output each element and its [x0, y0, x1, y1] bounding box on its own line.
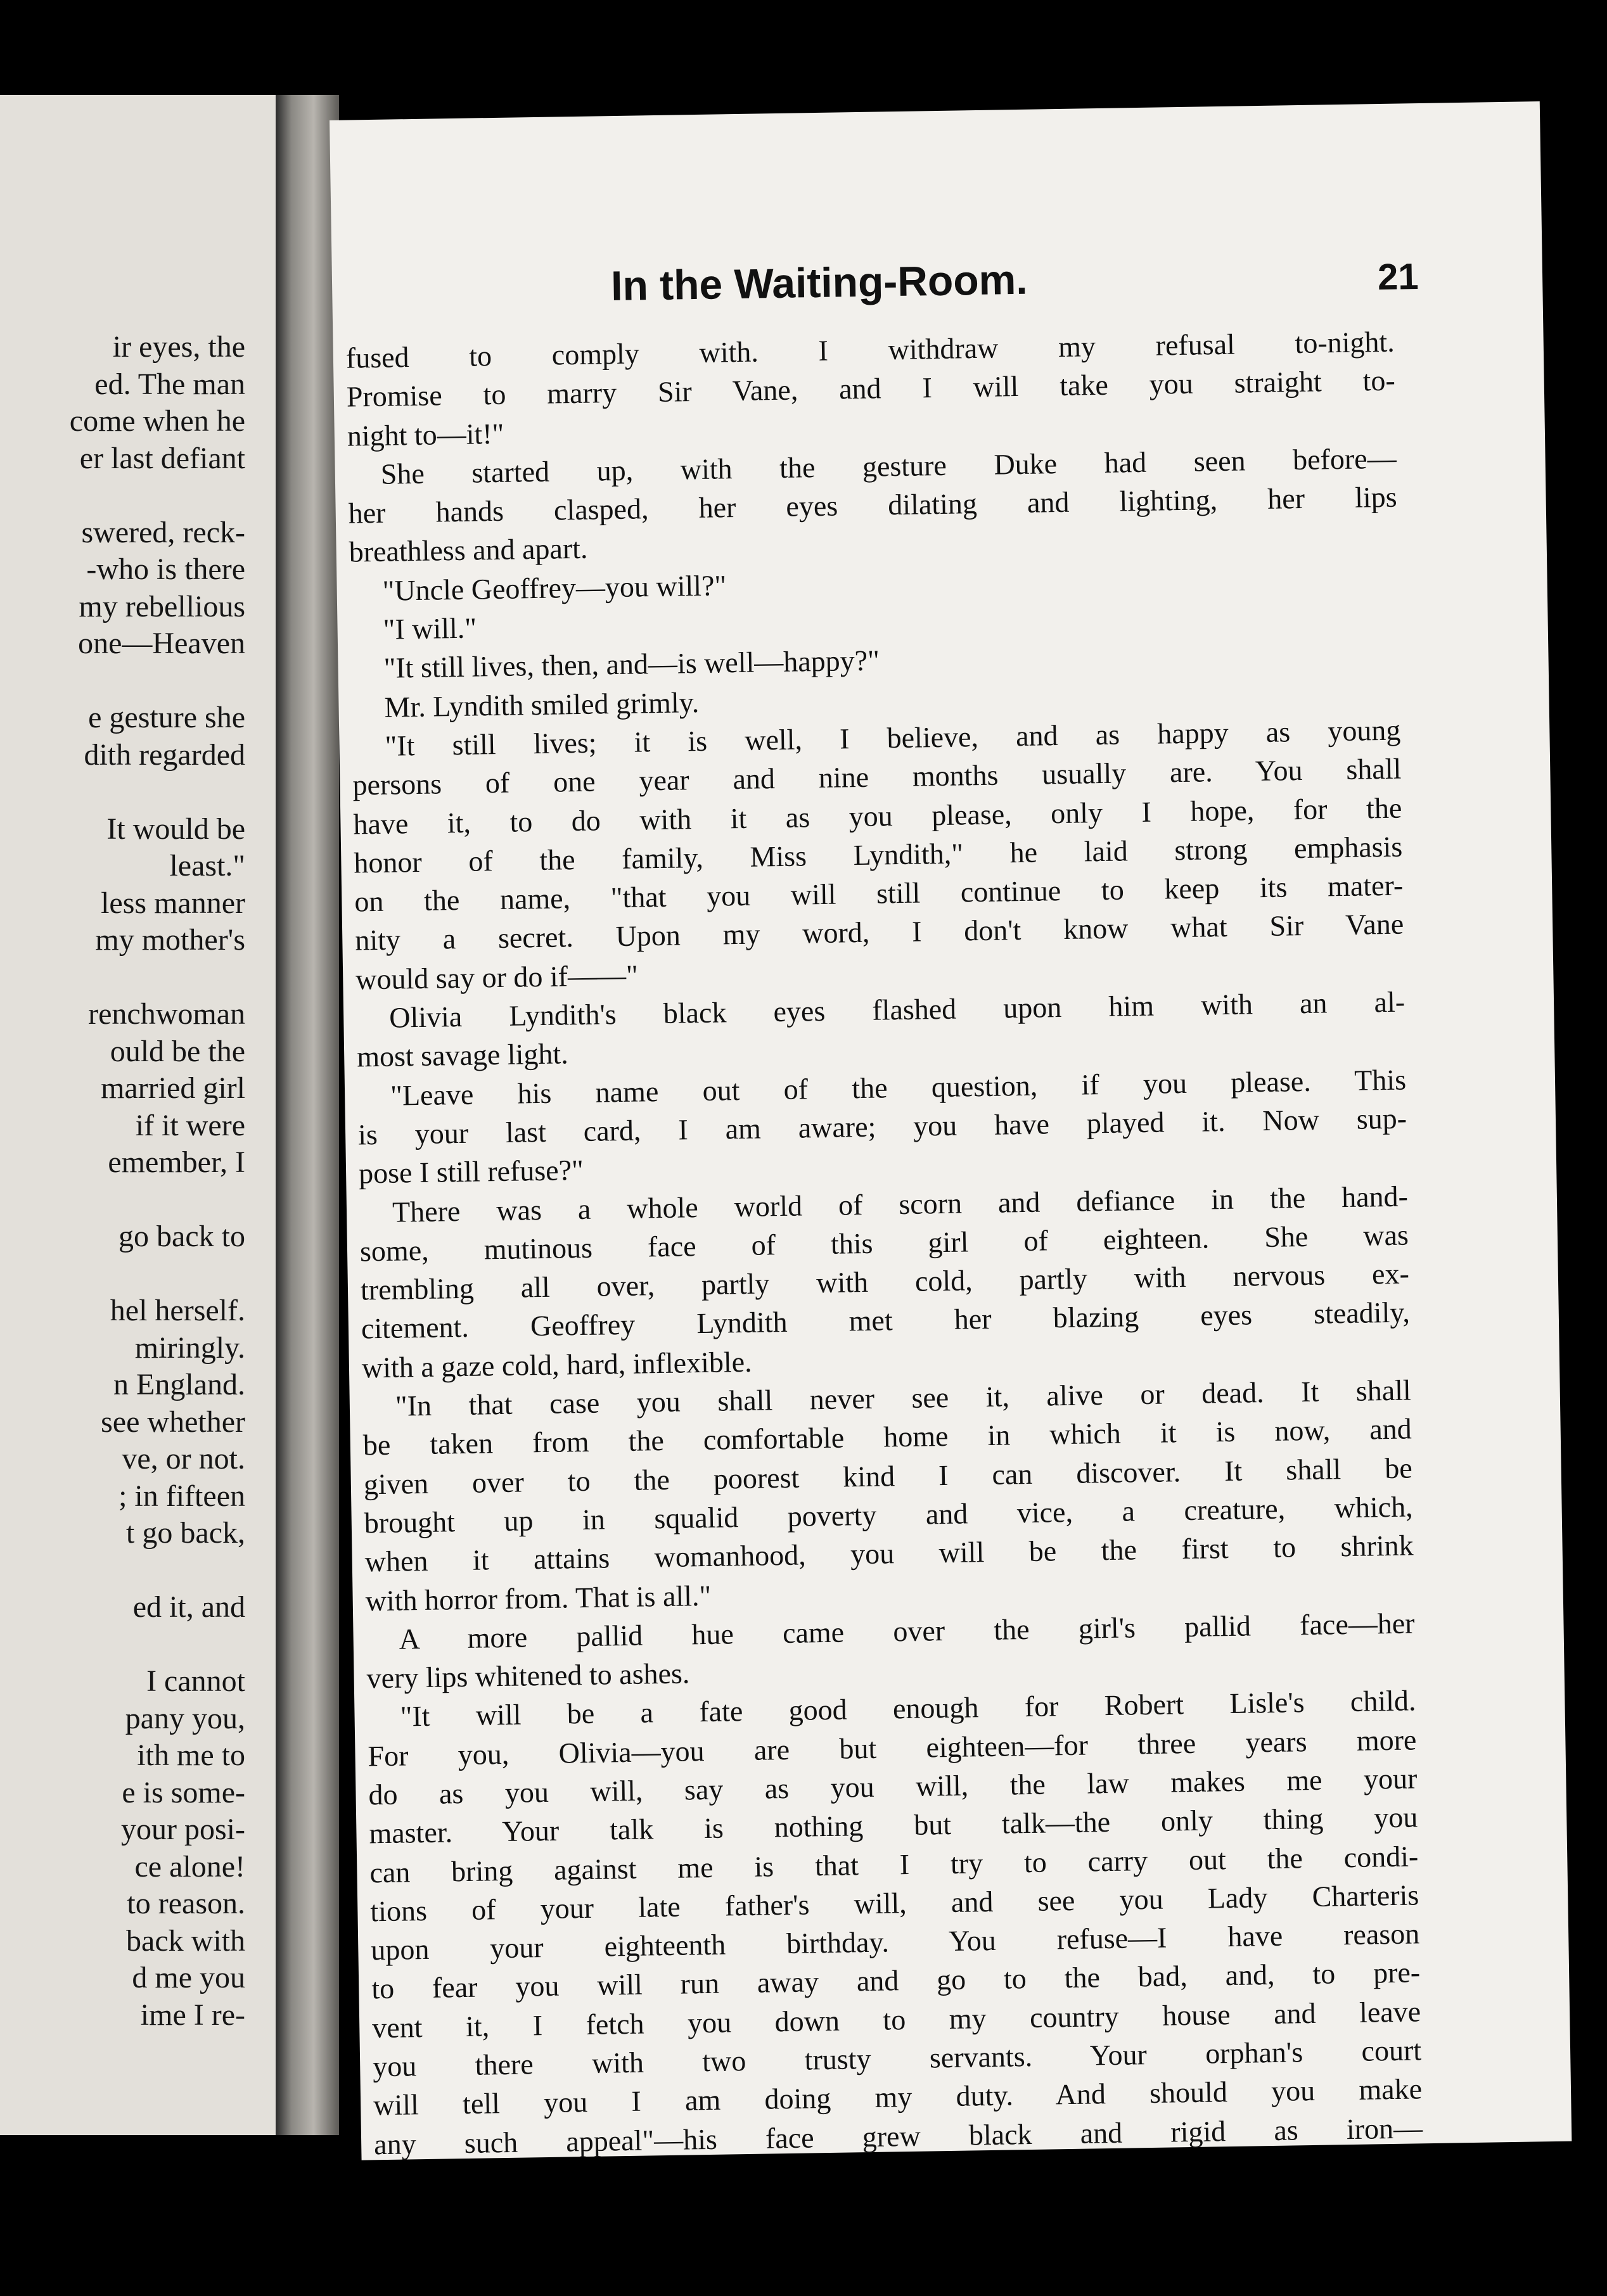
left-page-line: renchwoman	[88, 997, 245, 1031]
left-page-line: your posi-	[121, 1813, 245, 1846]
left-page-line: ould be the	[110, 1034, 245, 1068]
page-number: 21	[1377, 256, 1419, 298]
text-line: master. Your talk is nothing but talk—the only thing you	[369, 1801, 1418, 1850]
left-page-line: pany you,	[125, 1701, 245, 1735]
left-page-line: back with	[126, 1923, 245, 1958]
left-page-line: ed. The man	[94, 367, 245, 401]
text-line: when it attains womanhood, you will be the first to shrink	[364, 1529, 1414, 1578]
text-line: persons of one year and nine months usually are. You shall	[352, 752, 1402, 801]
text-line: with a gaze cold, hard, inflexible.	[361, 1345, 752, 1384]
text-line: citement. Geoffrey Lyndith met her blazing eyes steadily,	[361, 1296, 1411, 1345]
left-page-line: e is some-	[122, 1775, 245, 1809]
text-line: tions of your late father's will, and see you Lady Charteris	[370, 1878, 1419, 1928]
left-page-line: ; in fifteen	[118, 1479, 245, 1513]
text-line: very lips whitened to ashes.	[366, 1657, 690, 1695]
text-line: pose I still refuse?"	[358, 1154, 584, 1190]
text-line: "Uncle Geoffrey—you will?"	[382, 569, 727, 607]
text-line: Mr. Lyndith smiled grimly.	[384, 686, 700, 724]
text-line: is your last card, I am aware; you have played it. Now sup-	[357, 1102, 1407, 1151]
left-page-line: least."	[169, 849, 245, 883]
left-page-line: d me you	[132, 1961, 245, 1994]
left-page-line: go back to	[118, 1220, 245, 1253]
left-page-line: if it were	[135, 1108, 245, 1142]
text-line: most savage light.	[356, 1037, 569, 1073]
text-line: "In that case you shall never see it, alive or dead. It shall	[395, 1374, 1412, 1422]
left-page-line: come when he	[69, 404, 245, 438]
text-line: "Leave his name out of the question, if you please. This	[390, 1063, 1407, 1112]
text-line: trembling all over, partly with cold, partly with nervous ex-	[360, 1257, 1410, 1306]
text-line: fused to comply with. I withdraw my refusal to-night.	[345, 325, 1395, 374]
left-page-line: ed it, and	[132, 1590, 245, 1624]
running-header-title: In the Waiting-Room.	[610, 255, 1028, 310]
left-page-line: emember, I	[108, 1145, 245, 1179]
left-page-line: ime I re-	[140, 1998, 245, 2032]
left-page-line: I cannot	[146, 1664, 245, 1698]
body-text	[345, 322, 1423, 2164]
text-line: on the name, "that you will still continue to keep its mater-	[354, 869, 1404, 918]
left-page-line: dith regarded	[84, 737, 245, 772]
text-line: nity a secret. Upon my word, I don't know what Sir Vane	[354, 907, 1404, 957]
text-line: with horror from. That is all."	[365, 1579, 712, 1617]
text-line: "I will."	[383, 611, 477, 646]
left-page-line: e gesture she	[88, 701, 245, 734]
text-line: A more pallid hue came over the girl's pallid face—her	[399, 1607, 1415, 1655]
left-page-line: miringly.	[134, 1330, 245, 1365]
text-line: breathless and apart.	[349, 532, 588, 569]
text-line: Olivia Lyndith's black eyes flashed upon him with an al-	[388, 985, 1405, 1034]
text-line: be taken from the comfortable home in which it is now, and	[362, 1412, 1412, 1462]
text-line: upon your eighteenth birthday. You refuse—I have reason	[370, 1917, 1420, 1967]
text-line: any such appeal"—his face grew black and rigid as iron—	[373, 2111, 1423, 2160]
text-line: you there with two trusty servants. Your orphan's court	[372, 2034, 1422, 2083]
text-line: "It will be a fate good enough for Robert Lisle's child.	[400, 1684, 1416, 1733]
left-page-line: It would be	[106, 812, 245, 846]
left-page-line: one—Heaven	[78, 627, 245, 660]
book-gutter	[276, 95, 339, 2135]
text-line: her hands clasped, her eyes dilating and lighting, her lips	[348, 480, 1397, 530]
text-line: will tell you I am doing my duty. And should you make	[373, 2072, 1423, 2122]
text-line: given over to the poorest kind I can discover. It shall be	[363, 1451, 1413, 1501]
left-page-line: to reason.	[127, 1887, 245, 1920]
left-page-line: n England.	[113, 1368, 245, 1401]
left-page-line: less manner	[101, 886, 245, 920]
text-line: honor of the family, Miss Lyndith," he laid strong emphasis	[354, 830, 1403, 879]
text-line: to fear you will run away and go to the bad, and, to pre-	[371, 1956, 1421, 2005]
text-line: have it, to do with it as you please, only I hope, for the	[353, 791, 1402, 841]
left-page-line: er last defiant	[79, 441, 245, 475]
right-page	[330, 101, 1572, 2160]
left-page-line: see whether	[101, 1405, 245, 1439]
left-page-line: swered, reck-	[81, 515, 245, 549]
left-page-line: married girl	[101, 1071, 245, 1105]
text-line: vent it, I fetch you down to my country house and leave	[371, 1995, 1421, 2044]
text-line: There was a whole world of scorn and defiance in the hand-	[392, 1180, 1409, 1228]
text-line: For you, Olivia—you are but eighteen—for three years more	[368, 1723, 1417, 1773]
text-line: would say or do if——"	[355, 959, 639, 996]
text-line: She started up, with the gesture Duke had seen before—	[380, 442, 1397, 490]
left-page-line: ith me to	[137, 1738, 245, 1772]
left-page	[0, 95, 276, 2135]
left-page-line: my mother's	[95, 923, 245, 957]
left-page-line: -who is there	[86, 552, 245, 586]
text-line: "It still lives; it is well, I believe, and as happy as young	[385, 713, 1401, 762]
left-page-line: ce alone!	[134, 1849, 245, 1884]
left-page-line: ve, or not.	[122, 1442, 245, 1476]
left-page-line: my rebellious	[79, 589, 245, 623]
text-line: Promise to marry Sir Vane, and I will take you straight to-	[346, 364, 1396, 413]
text-line: "It still lives, then, and—is well—happy?"	[383, 644, 880, 685]
text-line: some, mutinous face of this girl of eighteen. She was	[359, 1218, 1409, 1268]
text-line: brought up in squalid poverty and vice, a creature, which,	[364, 1490, 1413, 1540]
left-page-line: hel herself.	[110, 1294, 245, 1327]
text-line: do as you will, say as you will, the law makes me your	[368, 1762, 1418, 1811]
text-line: can bring against me is that I try to carry out the condi-	[369, 1839, 1419, 1889]
text-line: night to—it!"	[347, 417, 504, 452]
left-page-line: t go back,	[126, 1516, 245, 1550]
left-page-line: ir eyes, the	[112, 330, 245, 364]
